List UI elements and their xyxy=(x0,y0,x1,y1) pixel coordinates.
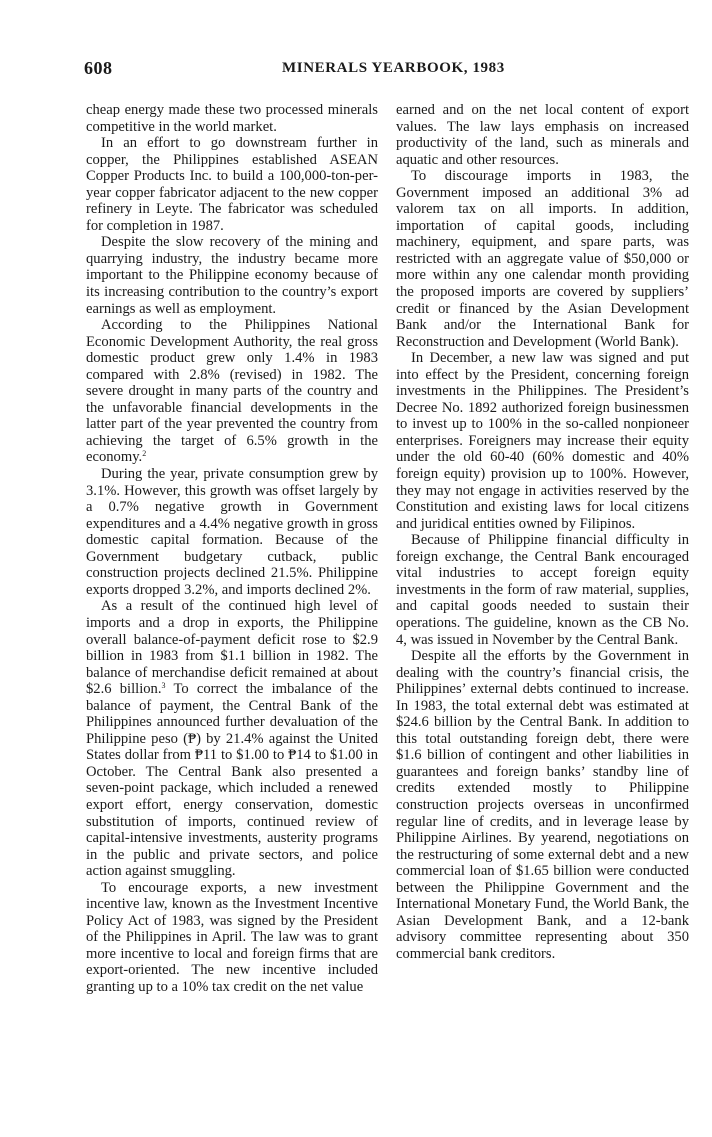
paragraph: Despite all the efforts by the Government in dealing with the country’s financial crisis, the Philippines’ external debts continued to increase. In 1983, the total external debt was estimated at $24.6 billion by the Central Bank. In addition to this total outstanding foreign debt, there were $1.6 billion of contingent and other liabilities in guarantees and foreign banks’ standby line of credits extended mostly to Philippine construction projects overseas in unconfirmed regular line of credits, and in leverage lease by Philippine Airlines. By yearend, negotiations on the restructuring of some external debt and a new commercial loan of $1.65 billion were conducted between the Philippine Government and the International Monetary Fund, the World Bank, the Asian Development Bank, and a 12-bank advisory committee representing about 350 commercial bank creditors. xyxy=(396,648,689,962)
paragraph: To encourage exports, a new investment incentive law, known as the Investment Incentive Policy Act of 1983, was signed by the President of the Philippines in April. The law was to grant more incentive to local and foreign firms that are export-oriented. The new incentive included granting up to a 10% tax credit on the net value xyxy=(86,879,378,995)
paragraph xyxy=(86,598,378,879)
paragraph: In December, a new law was signed and put into effect by the President, concerning foreign investments in the Philippines. The President’s Decree No. 1892 authorized foreign businessmen to invest up to 100% in the so-called nonpioneer enterprises. Foreigners may increase their equity under the old 60-40 (60% domestic and 40% foreign equity) provision up to 100%. However, they may not engage in activities reserved by the Constitution and existing laws for local citizens and juridical entities owned by Filipinos. xyxy=(396,350,689,532)
footnote-ref: 2 xyxy=(142,449,147,459)
paragraph-text: As a result of the continued high level of imports and a drop in exports, the Philippine overall balance-of-payment deficit rose to $2.9 billion in 1983 from $1.1 billion in 1982. The balance of merchandise deficit remained at about $2.6 billion. xyxy=(86,598,378,698)
paragraph-text: According to the Philippines National Economic Development Authority, the real gross domestic product grew only 1.4% in 1983 compared with 2.8% (revised) in 1982. The severe drought in many parts of the country and the unfavorable financial developments in the latter part of the year prevented the country from achieving the target of 6.5% growth in the economy. xyxy=(86,317,378,466)
paragraph: Despite the slow recovery of the mining and quarrying industry, the industry became more important to the Philippine economy because of its increasing contribution to the country’s export earnings as well as employment. xyxy=(86,234,378,317)
right-column xyxy=(396,102,689,962)
paragraph: During the year, private consumption grew by 3.1%. However, this growth was offset largely by a 0.7% negative growth in Government expenditures and a 4.4% negative growth in gross domestic capital formation. Because of the Government budgetary cutback, public construction projects declined 21.5%. Philippine exports dropped 3.2%, and imports declined 2%. xyxy=(86,466,378,598)
page-number: 608 xyxy=(84,58,113,78)
paragraph: cheap energy made these two processed minerals competitive in the world market. xyxy=(86,102,378,135)
paragraph xyxy=(86,317,378,466)
paragraph: Because of Philippine financial difficulty in foreign exchange, the Central Bank encouraged vital industries to accept foreign equity investments in the form of raw material, supplies, and capital goods needed to sustain their operations. The guideline, known as the CB No. 4, was issued in November by the Central Bank. xyxy=(396,532,689,648)
running-title: MINERALS YEARBOOK, 1983 xyxy=(282,60,505,76)
paragraph: To discourage imports in 1983, the Government imposed an additional 3% ad valorem tax on all imports. In addition, importation of capital goods, including machinery, equipment, and spare parts, was restricted with an aggregate value of $50,000 or more within any one calendar month providing the proposed imports are covered by suppliers’ credit or financed by the Asian Development Bank and/or the International Bank for Reconstruction and Development (World Bank). xyxy=(396,168,689,350)
paragraph: earned and on the net local content of export values. The law lays emphasis on increased productivity of the land, such as minerals and aquatic and other resources. xyxy=(396,102,689,168)
left-column xyxy=(86,102,378,996)
paragraph-text: To correct the imbalance of the balance of payment, the Central Bank of the Philippines announced further devaluation of the Philippine peso (₱) by 21.4% against the United States dollar from ₱11 to $1.00 to ₱14 to $1.00 in October. The Central Bank also presented a seven-point package, which included a renewed export effort, energy conservation, domestic substitution of imports, continued review of capital-intensive investments, austerity programs in the public and private sectors, and police action against smuggling. xyxy=(86,681,378,880)
footnote-ref: 3 xyxy=(161,681,166,691)
paragraph: In an effort to go downstream further in copper, the Philippines established ASEAN Copper Products Inc. to build a 100,000-ton-per-year copper fabricator adjacent to the new copper refinery in Leyte. The fabricator was scheduled for completion in 1987. xyxy=(86,135,378,234)
